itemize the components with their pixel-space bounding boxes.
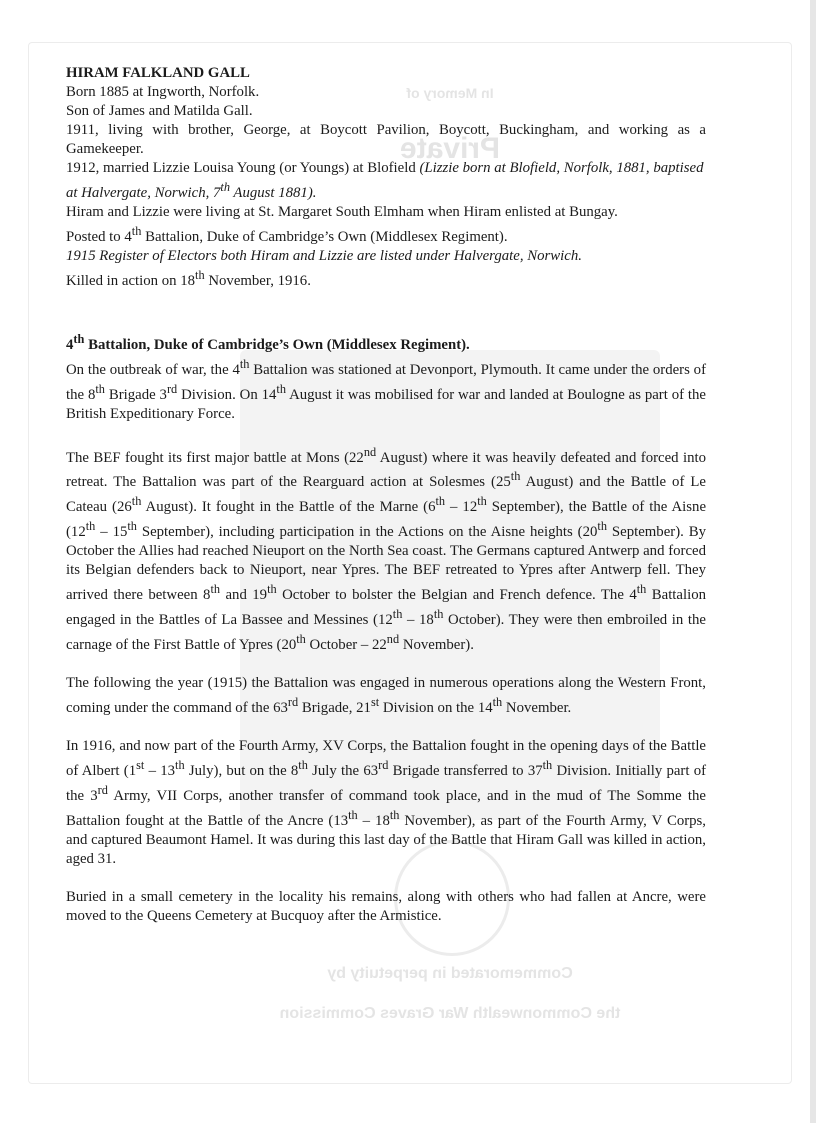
paragraph-burial: Buried in a small cemetery in the locality his remains, along with others who had fallen at Ancre, were moved to the Queens Cemetery at Bucquoy after the Armistice. [66, 888, 706, 924]
battalion-history [66, 330, 706, 926]
ghost-line: In Memory of [406, 85, 494, 101]
ghost-line: Private [399, 132, 501, 165]
person-name: HIRAM FALKLAND GALL [66, 65, 250, 81]
personal-details [66, 64, 706, 291]
paragraph-1914-battles: The BEF fought its first major battle at Mons (22nd August) where it was heavily defeated and forced into retreat. The Battalion was part of the Rearguard action at Solesmes (25th August) and the Battle of Le Cateau (26th August). It fought in the Battle of the Marne (6th – 12th September), the Battle of the Aisne (12th – 15th September), including participation in the Actions on the Aisne heights (20th September). By October the Allies had reached Nieuport on the North Sea coast. The Germans captured Antwerp and forced its Belgian defenders back to Nieuport, near Ypres. The BEF retreated to Ypres after Antwerp fell. They arrived there between 8th and 19th October to bolster the Belgian and French defence. The 4th Battalion engaged in the Battles of La Bassee and Messines (12th – 18th October). They were then embroiled in the carnage of the First Battle of Ypres (20th October – 22nd November). [66, 444, 707, 653]
killed-line: Killed in action on 18th November, 1916. [66, 267, 311, 289]
scan-edge [810, 0, 816, 1123]
parents-line: Son of James and Matilda Gall. [66, 103, 253, 119]
marriage-line: 1912, married Lizzie Louisa Young (or Youngs) at Blofield (Lizzie born at Blofield, Norfolk, 1881, baptised at Halvergate, Norwich, 7th August 1881). [66, 160, 704, 201]
paragraph-1916: In 1916, and now part of the Fourth Army, XV Corps, the Battalion fought in the opening days of the Battle of Albert (1st – 13th July), but on the 8th July the 63rd Brigade transferred to 37th Division. Initially part of the 3rd Army, VII Corps, another transfer of command took place, and in the mud of The Somme the Battalion fought at the Battle of the Ancre (13th – 18th November), as part of the Fourth Army, V Corps, and captured Beaumont Hamel. It was during this last day of the Battle that Hiram Gall was killed in action, aged 31. [66, 737, 707, 867]
ghost-line: the Commonwealth War Graves Commission [279, 1005, 621, 1022]
battalion-heading: 4th Battalion, Duke of Cambridge’s Own (Middlesex Regiment). [66, 331, 470, 353]
census-line: 1911, living with brother, George, at Boycott Pavilion, Boycott, Buckingham, and working as a Gamekeeper. [66, 122, 706, 157]
register-line: 1915 Register of Electors both Hiram and Lizzie are listed under Halvergate, Norwich. [66, 247, 582, 264]
paragraph-1915: The following the year (1915) the Battalion was engaged in numerous operations along the Western Front, coming under the command of the 63rd Brigade, 21st Division on the 14th November. [66, 674, 706, 716]
paragraph-outbreak: On the outbreak of war, the 4th Battalion was stationed at Devonport, Plymouth. It came under the orders of the 8th Brigade 3rd Division. On 14th August it was mobilised for war and landed at Boulogne as part of the British Expeditionary Force. [66, 356, 707, 422]
enlistment-line: Hiram and Lizzie were living at St. Margaret South Elmham when Hiram enlisted at Bungay. [66, 203, 618, 220]
birth-line: Born 1885 at Ingworth, Norfolk. [66, 84, 260, 100]
posting-line: Posted to 4th Battalion, Duke of Cambridge’s Own (Middlesex Regiment). [66, 223, 508, 245]
ghost-line: Commemorated in perpetuity by [327, 965, 573, 982]
document-body [66, 64, 706, 926]
